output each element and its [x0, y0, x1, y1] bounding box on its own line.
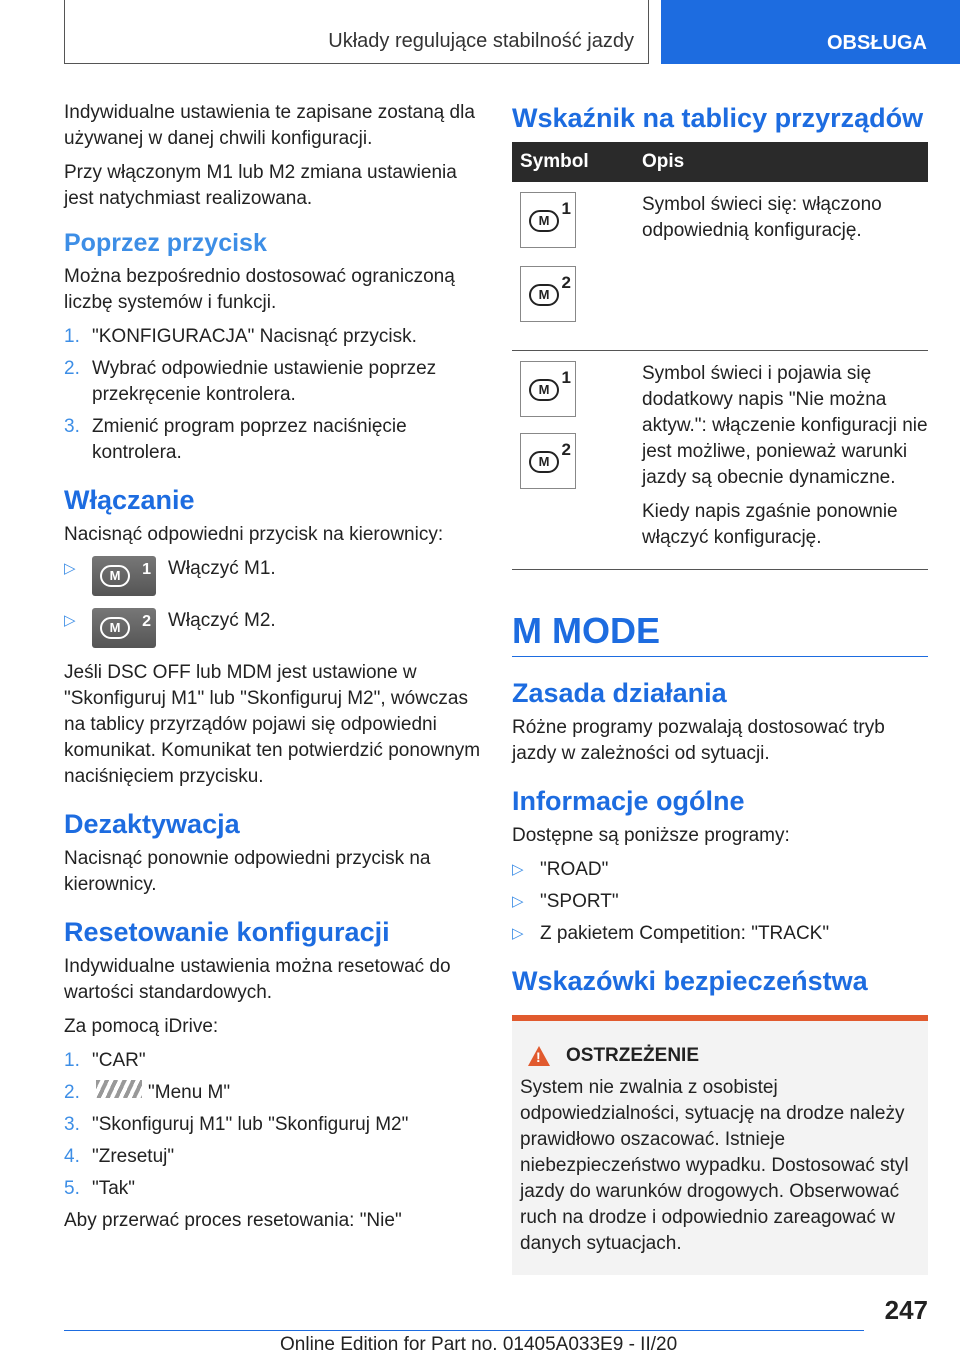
off-paragraph: Nacisnąć ponownie odpowiedni przycisk na kierownicy.: [64, 848, 431, 895]
heading-general: Informacje ogólne: [512, 786, 745, 816]
table-header-row: [512, 142, 928, 182]
list-item: 2. "Menu M": [64, 1082, 231, 1103]
list-item: 2. Wybrać odpowiednie ustawienie poprzez przekręcenie kontrolera.: [64, 358, 437, 405]
list-item: ▷ M 1 Włączyć M1.: [64, 556, 484, 596]
m2-symbol-icon: M 2: [520, 433, 576, 489]
col-symbol: Symbol: [512, 142, 634, 182]
symbol-table: [512, 142, 928, 570]
triangle-bullet-icon: ▷: [64, 560, 76, 577]
left-column: [64, 100, 484, 1242]
triangle-bullet-icon: ▷: [512, 861, 524, 878]
list-item: 1. "KONFIGURACJA" Nacisnąć przycisk.: [64, 326, 417, 347]
row2-desc-2: Kiedy napis zgaśnie ponownie włączyć konfigurację.: [642, 501, 898, 548]
reset-paragraph: Indywidualne ustawienia można resetować do wartości standardowych.: [64, 956, 451, 1003]
list-item: ▷ "SPORT": [512, 889, 928, 915]
reset-steps-list: [64, 1048, 484, 1202]
m1-button-icon: M 1: [92, 556, 156, 596]
warning-box: [512, 1015, 928, 1275]
col-desc: Opis: [634, 142, 928, 182]
triangle-bullet-icon: ▷: [64, 612, 76, 629]
list-item: 3. Zmienić program poprzez naciśnięcie kontrolera.: [64, 416, 407, 463]
button-paragraph: Można bezpośrednio dostosować ograniczoną liczbę systemów i funkcji.: [64, 266, 455, 313]
principle-paragraph: Różne programy pozwalają dostosować tryb jazdy w zależności od sytuacji.: [512, 717, 885, 764]
heading-off: Dezaktywacja: [64, 809, 240, 839]
header-box: [64, 0, 649, 64]
intro-paragraph-2: Przy włączonym M1 lub M2 zmiana ustawienia jest natychmiast realizowana.: [64, 162, 457, 209]
on-paragraph: Nacisnąć odpowiedni przycisk na kierownicy:: [64, 524, 444, 545]
row2-desc-1: Symbol świeci i pojawia się dodatkowy napis "Nie można aktyw.": włączenie konfiguracji nie jest możliwe, ponieważ warunki jazdy są obecnie dynamiczne.: [642, 363, 928, 488]
m-stripes-icon: [96, 1080, 142, 1098]
warning-text: System nie zwalnia z osobistej odpowiedzialności, sytuację na drodze należy prawidłowo oszacować. Istnieje niebezpieczeństwo wypadku. Dostosować styl jazdy do warunków drogowych. Obserwować ruch na drodze i odpowiednio zareagować w danych sytuacjach.: [520, 1077, 909, 1254]
programs-list: [512, 857, 928, 947]
list-item: 3. "Skonfiguruj M1" lub "Skonfiguruj M2": [64, 1114, 409, 1135]
triangle-bullet-icon: ▷: [512, 893, 524, 910]
footer-divider: [64, 1330, 864, 1331]
heading-indicator: Wskaźnik na tablicy przyrządów: [512, 103, 924, 133]
reset-abort: Aby przerwać proces resetowania: "Nie": [64, 1210, 402, 1231]
list-item: ▷ Z pakietem Competition: "TRACK": [512, 921, 928, 947]
heading-mmode: M MODE: [512, 610, 660, 651]
list-item: ▷ M 2 Włączyć M2.: [64, 608, 484, 648]
intro-paragraph-1: Indywidualne ustawienia te zapisane zostaną dla używanej w danej chwili konfiguracji.: [64, 102, 475, 149]
on-note: Jeśli DSC OFF lub MDM jest ustawione w "Skonfiguruj M1" lub "Skonfiguruj M2", wówczas na tablicy przyrządów pojawi się odpowiedni komunikat. Komunikat ten potwierdzić ponownym naciśnięciem przycisku.: [64, 662, 481, 787]
heading-button: Poprzez przycisk: [64, 229, 267, 257]
heading-principle: Zasada działania: [512, 678, 727, 708]
m2-button-icon: M 2: [92, 608, 156, 648]
m1-symbol-icon: M 1: [520, 361, 576, 417]
footer-edition: Online Edition for Part no. 01405A033E9 - II/20: [280, 1334, 678, 1355]
list-item: 5. "Tak": [64, 1178, 136, 1199]
warning-triangle-icon: [528, 1046, 550, 1066]
mmode-heading-wrap: [512, 610, 928, 657]
triangle-bullet-icon: ▷: [512, 925, 524, 942]
table-row: [512, 182, 928, 351]
warning-title: OSTRZEŻENIE: [566, 1045, 700, 1066]
section-title: Układy regulujące stabilność jazdy: [328, 30, 634, 52]
general-paragraph: Dostępne są poniższe programy:: [512, 825, 790, 846]
list-item: 1. "CAR": [64, 1050, 146, 1071]
row1-desc: Symbol świeci się: włączono odpowiednią konfigurację.: [642, 194, 882, 241]
m2-symbol-icon: M 2: [520, 266, 576, 322]
heading-on: Włączanie: [64, 485, 195, 515]
chapter-tab[interactable]: OBSŁUGA: [661, 0, 960, 64]
heading-reset: Resetowanie konfiguracji: [64, 917, 390, 947]
list-item: ▷ "ROAD": [512, 857, 928, 883]
page-number: 247: [884, 1295, 928, 1325]
reset-via: Za pomocą iDrive:: [64, 1016, 219, 1037]
button-steps-list: [64, 324, 484, 466]
m1-symbol-icon: M 1: [520, 192, 576, 248]
table-row: [512, 351, 928, 570]
heading-safety: Wskazówki bezpieczeństwa: [512, 966, 868, 996]
right-column: [512, 100, 928, 1275]
list-item: 4. "Zresetuj": [64, 1146, 175, 1167]
